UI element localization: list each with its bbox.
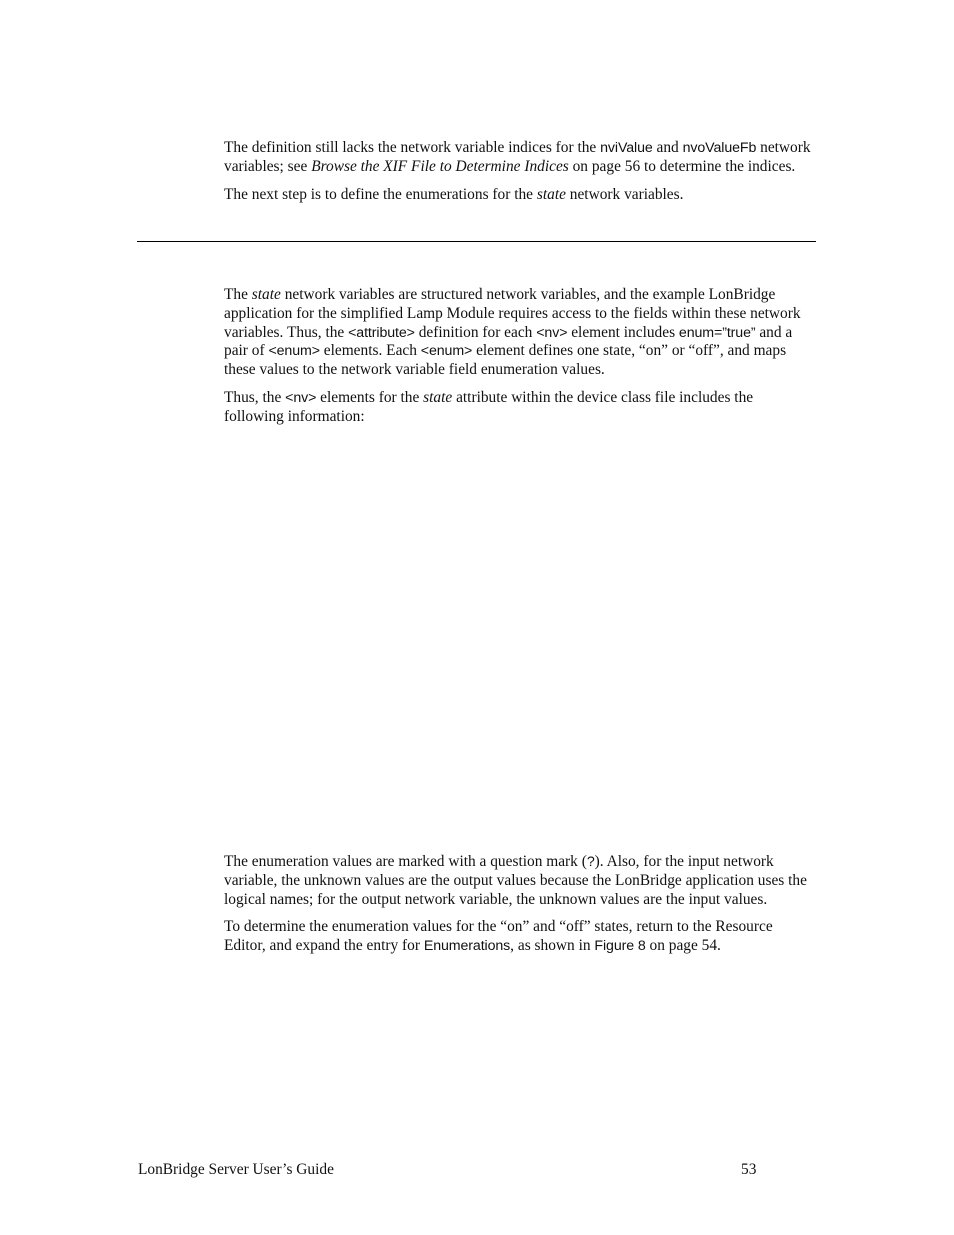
paragraph-structured-nv — [224, 286, 816, 380]
code-nvovaluefb: nvoValueFb — [682, 140, 757, 156]
section-state-enumerations — [224, 286, 816, 427]
paragraph-next-step — [224, 186, 816, 205]
text-run: ). Also, for the input network variable, the unknown values are the output values because the LonBridge application uses the logical names; for the output network variable, the unknown values are the input values. — [224, 853, 807, 908]
code-enumerations: Enumerations — [423, 938, 511, 955]
code-attribute: <attribute> — [348, 324, 415, 341]
footer-title: LonBridge Server User’s Guide — [138, 1161, 334, 1178]
text-run: network variables; see — [224, 139, 811, 175]
paragraph-indices — [224, 139, 816, 177]
code-enum: <enum> — [268, 343, 320, 360]
text-run: definition for each — [414, 323, 537, 341]
text-run: The definition still lacks the network variable indices for the — [224, 139, 601, 156]
section-network-variable-indices — [224, 139, 816, 204]
code-nvivalue: nviValue — [600, 140, 653, 156]
text-run: To determine the enumeration values for the “on” and “off” states, return to the Resource Editor, and expand the entry for — [224, 918, 773, 955]
text-run: The enumeration values are marked with a question mark ( — [224, 853, 587, 870]
text-run: element includes — [567, 323, 679, 341]
text-run: and — [652, 139, 683, 156]
text-run: on page 56 to determine the indices. — [568, 157, 796, 175]
paragraph-question-mark — [224, 853, 816, 909]
text-run: element defines one state, “on” or “off”, and maps these values to the network variable field enumeration values. — [224, 342, 787, 379]
code-nv: <nv> — [536, 324, 568, 341]
code-enum: <enum> — [420, 343, 473, 360]
cross-reference-xif-indices[interactable]: Browse the XIF File to Determine Indices — [311, 157, 569, 175]
text-run: elements. Each — [319, 342, 421, 360]
paragraph-resource-editor — [224, 918, 816, 956]
italic-state: state — [251, 286, 281, 303]
section-divider — [137, 241, 816, 242]
text-run: on page 54. — [645, 937, 721, 955]
paragraph-nv-elements — [224, 389, 816, 427]
text-run: elements for the — [316, 388, 424, 406]
page-number: 53 — [741, 1161, 757, 1178]
code-question-mark: ? — [586, 854, 595, 870]
text-run: , as shown in — [510, 937, 595, 955]
text-run: network variables. — [565, 185, 684, 203]
text-run: network variables are structured network variables, and the example LonBridge application for the simplified Lamp Module requires access to the fields within these network variables. Thus, the — [224, 286, 801, 341]
code-enum-true: enum=”true” — [678, 324, 756, 341]
cross-reference-figure-8[interactable]: Figure 8 — [594, 938, 646, 955]
italic-state: state — [536, 185, 566, 203]
code-nv: <nv> — [285, 389, 317, 406]
text-run: The — [224, 286, 252, 303]
text-run: Thus, the — [224, 388, 286, 406]
section-enumeration-values — [224, 853, 816, 956]
italic-state: state — [423, 388, 453, 406]
text-run: The next step is to define the enumerations for the — [224, 185, 537, 203]
text-run: attribute within the device class file includes the following information: — [224, 388, 754, 425]
text-run: and a pair of — [224, 323, 793, 360]
